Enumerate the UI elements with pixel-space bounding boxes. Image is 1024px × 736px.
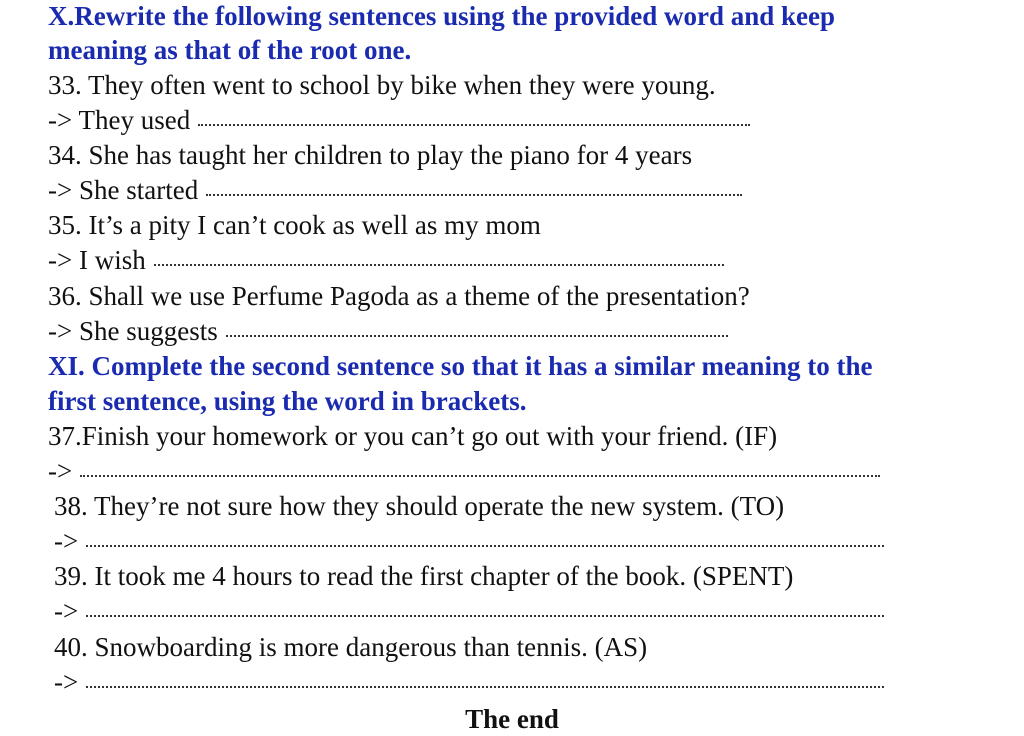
answer-38 <box>54 524 884 558</box>
question-40: 40. Snowboarding is more dangerous than tennis. (AS) <box>54 632 648 662</box>
answer-36-prompt: -> She suggests <box>48 316 218 346</box>
answer-40-prompt: -> <box>54 667 79 697</box>
answer-37-prompt: -> <box>48 456 73 486</box>
answer-35-blank[interactable] <box>154 264 724 266</box>
question-39: 39. It took me 4 hours to read the first chapter of the book. (SPENT) <box>54 561 794 591</box>
question-35: 35. It’s a pity I can’t cook as well as my mom <box>48 210 541 240</box>
section-x-heading-line2: meaning as that of the root one. <box>48 35 412 65</box>
answer-35 <box>48 243 724 277</box>
section-xi-heading-line1: XI. Complete the second sentence so that it has a similar meaning to the <box>48 351 873 381</box>
answer-35-prompt: -> I wish <box>48 245 146 275</box>
answer-33-prompt: -> They used <box>48 105 191 135</box>
answer-34 <box>48 173 742 207</box>
answer-33 <box>48 103 750 137</box>
answer-34-prompt: -> She started <box>48 175 199 205</box>
answer-36 <box>48 314 728 348</box>
answer-37-blank[interactable] <box>80 475 880 477</box>
question-38: 38. They’re not sure how they should operate the new system. (TO) <box>54 491 785 521</box>
answer-39 <box>54 594 884 628</box>
question-36: 36. Shall we use Perfume Pagoda as a theme of the presentation? <box>48 281 750 311</box>
question-37: 37.Finish your homework or you can’t go out with your friend. (IF) <box>48 421 778 451</box>
question-34: 34. She has taught her children to play the piano for 4 years <box>48 140 693 170</box>
section-xi-heading-line2: first sentence, using the word in brackets. <box>48 386 527 416</box>
answer-40-blank[interactable] <box>86 686 884 688</box>
end-label: The end <box>465 704 559 734</box>
answer-38-blank[interactable] <box>86 545 884 547</box>
section-x-heading-line1: X.Rewrite the following sentences using the provided word and keep <box>48 1 836 31</box>
answer-33-blank[interactable] <box>198 124 750 126</box>
answer-37 <box>48 454 880 488</box>
question-33: 33. They often went to school by bike when they were young. <box>48 70 716 100</box>
answer-38-prompt: -> <box>54 526 79 556</box>
answer-36-blank[interactable] <box>226 335 728 337</box>
answer-39-blank[interactable] <box>86 615 884 617</box>
answer-39-prompt: -> <box>54 596 79 626</box>
answer-40 <box>54 665 884 699</box>
answer-34-blank[interactable] <box>206 194 742 196</box>
